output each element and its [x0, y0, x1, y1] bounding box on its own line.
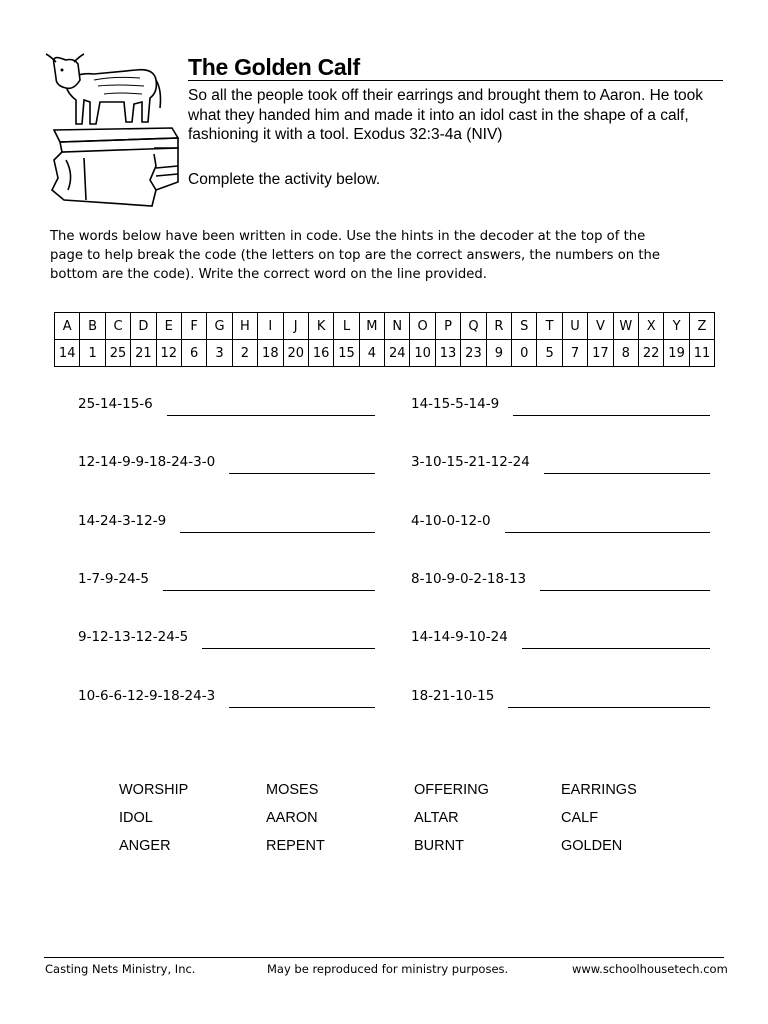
- coded-word-item: [411, 454, 710, 470]
- decoder-code: 20: [283, 340, 308, 367]
- decoder-code: 19: [664, 340, 689, 367]
- answer-line[interactable]: [508, 706, 710, 708]
- decoder-letter: B: [80, 313, 105, 340]
- footer-divider: [44, 957, 724, 958]
- coded-word: 12-14-9-9-18-24-3-0: [78, 454, 216, 470]
- coded-word: 9-12-13-12-24-5: [78, 629, 189, 645]
- decoder-code: 17: [588, 340, 613, 367]
- coded-word: 14-24-3-12-9: [78, 513, 167, 529]
- decoder-code: 22: [638, 340, 663, 367]
- coded-word: 18-21-10-15: [411, 688, 495, 704]
- word-bank-item: AARON: [266, 810, 318, 826]
- decoder-code: 15: [334, 340, 359, 367]
- decoder-code: 6: [181, 340, 206, 367]
- decoder-code: 2: [232, 340, 257, 367]
- decoder-letter: D: [131, 313, 156, 340]
- word-bank-item: GOLDEN: [561, 838, 623, 854]
- answer-line[interactable]: [505, 531, 710, 533]
- decoder-letter: W: [613, 313, 638, 340]
- coded-word-item: [411, 688, 710, 704]
- decoder-letter: J: [283, 313, 308, 340]
- word-bank-item: EARRINGS: [561, 782, 637, 798]
- coded-word: 14-14-9-10-24: [411, 629, 508, 645]
- coded-word: 3-10-15-21-12-24: [411, 454, 530, 470]
- word-bank-item: CALF: [561, 810, 599, 826]
- coded-word: 10-6-6-12-9-18-24-3: [78, 688, 216, 704]
- answer-line[interactable]: [229, 472, 375, 474]
- decoder-code: 10: [410, 340, 435, 367]
- answer-line[interactable]: [229, 706, 375, 708]
- decoder-letter: S: [512, 313, 537, 340]
- word-bank-item: MOSES: [266, 782, 319, 798]
- decoder-letter: F: [181, 313, 206, 340]
- scripture-verse: So all the people took off their earrings and brought them to Aaron. He took what they handed him and made it into an idol cast in the shape of a calf, fashioning it with a tool. Exodus 32:3-4a (NIV): [188, 87, 703, 143]
- coded-word: 8-10-9-0-2-18-13: [411, 571, 527, 587]
- golden-calf-illustration: [44, 50, 184, 210]
- decoder-code: 8: [613, 340, 638, 367]
- decoder-code: 24: [385, 340, 410, 367]
- coded-word-item: [78, 629, 375, 645]
- coded-word: 4-10-0-12-0: [411, 513, 491, 529]
- decoder-code: 9: [486, 340, 511, 367]
- decoder-code: 21: [131, 340, 156, 367]
- decoder-letter: Y: [664, 313, 689, 340]
- decoder-letter: K: [308, 313, 333, 340]
- word-bank-item: BURNT: [414, 838, 464, 854]
- coded-word-item: [78, 454, 375, 470]
- decoder-code: 5: [537, 340, 562, 367]
- decoder-letter: T: [537, 313, 562, 340]
- footer-publisher: Casting Nets Ministry, Inc.: [45, 962, 196, 976]
- decoder-code: 4: [359, 340, 384, 367]
- decoder-code: 12: [156, 340, 181, 367]
- decoder-letter: Q: [461, 313, 486, 340]
- decoder-table: [54, 312, 715, 367]
- coded-word-item: [411, 396, 710, 412]
- coded-word-item: [78, 571, 375, 587]
- word-bank-item: WORSHIP: [119, 782, 189, 798]
- decoder-letter: A: [55, 313, 80, 340]
- decoder-code: 3: [207, 340, 232, 367]
- word-bank-item: OFFERING: [414, 782, 489, 798]
- answer-line[interactable]: [167, 414, 375, 416]
- decoder-code: 23: [461, 340, 486, 367]
- activity-prompt: Complete the activity below.: [188, 171, 381, 188]
- coded-word-item: [78, 396, 375, 412]
- answer-line[interactable]: [544, 472, 710, 474]
- decoder-codes-row: [55, 340, 715, 367]
- coded-word-item: [78, 688, 375, 704]
- decoder-letter: N: [385, 313, 410, 340]
- decoder-code: 1: [80, 340, 105, 367]
- decoder-letter: R: [486, 313, 511, 340]
- coded-word-item: [411, 571, 710, 587]
- word-bank-item: IDOL: [119, 810, 153, 826]
- decoder-letter: I: [258, 313, 283, 340]
- answer-line[interactable]: [202, 647, 375, 649]
- word-bank-item: ALTAR: [414, 810, 459, 826]
- answer-line[interactable]: [522, 647, 710, 649]
- page-title: The Golden Calf: [188, 54, 360, 80]
- footer-website: www.schoolhousetech.com: [572, 962, 728, 976]
- answer-line[interactable]: [540, 589, 710, 591]
- decoder-letter: H: [232, 313, 257, 340]
- decoder-letter: E: [156, 313, 181, 340]
- footer-permission: May be reproduced for ministry purposes.: [267, 962, 509, 976]
- decoder-letter: X: [638, 313, 663, 340]
- answer-line[interactable]: [180, 531, 375, 533]
- decoder-letter: V: [588, 313, 613, 340]
- decoder-code: 11: [689, 340, 714, 367]
- coded-word-item: [411, 629, 710, 645]
- decoder-letter: P: [435, 313, 460, 340]
- decoder-code: 7: [562, 340, 587, 367]
- coded-word: 14-15-5-14-9: [411, 396, 500, 412]
- decoder-code: 25: [105, 340, 130, 367]
- decoder-code: 14: [55, 340, 80, 367]
- coded-word-item: [411, 513, 710, 529]
- decoder-code: 0: [512, 340, 537, 367]
- word-bank-item: ANGER: [119, 838, 171, 854]
- answer-line[interactable]: [163, 589, 375, 591]
- coded-word: 25-14-15-6: [78, 396, 153, 412]
- decoder-letters-row: [55, 313, 715, 340]
- coded-word: 1-7-9-24-5: [78, 571, 150, 587]
- decoder-letter: O: [410, 313, 435, 340]
- decoder-letter: M: [359, 313, 384, 340]
- decoder-letter: L: [334, 313, 359, 340]
- decoder-letter: Z: [689, 313, 714, 340]
- decoder-letter: U: [562, 313, 587, 340]
- instructions: The words below have been written in code. Use the hints in the decoder at the top of the page to help break the code (the letters on top are the correct answers, the numbers on the bottom are the code). Write the correct word on the line provided.: [50, 229, 660, 282]
- title-divider: [188, 80, 723, 81]
- decoder-letter: C: [105, 313, 130, 340]
- coded-word-item: [78, 513, 375, 529]
- answer-line[interactable]: [513, 414, 710, 416]
- decoder-code: 18: [258, 340, 283, 367]
- decoder-letter: G: [207, 313, 232, 340]
- word-bank-item: REPENT: [266, 838, 325, 854]
- decoder-code: 16: [308, 340, 333, 367]
- decoder-code: 13: [435, 340, 460, 367]
